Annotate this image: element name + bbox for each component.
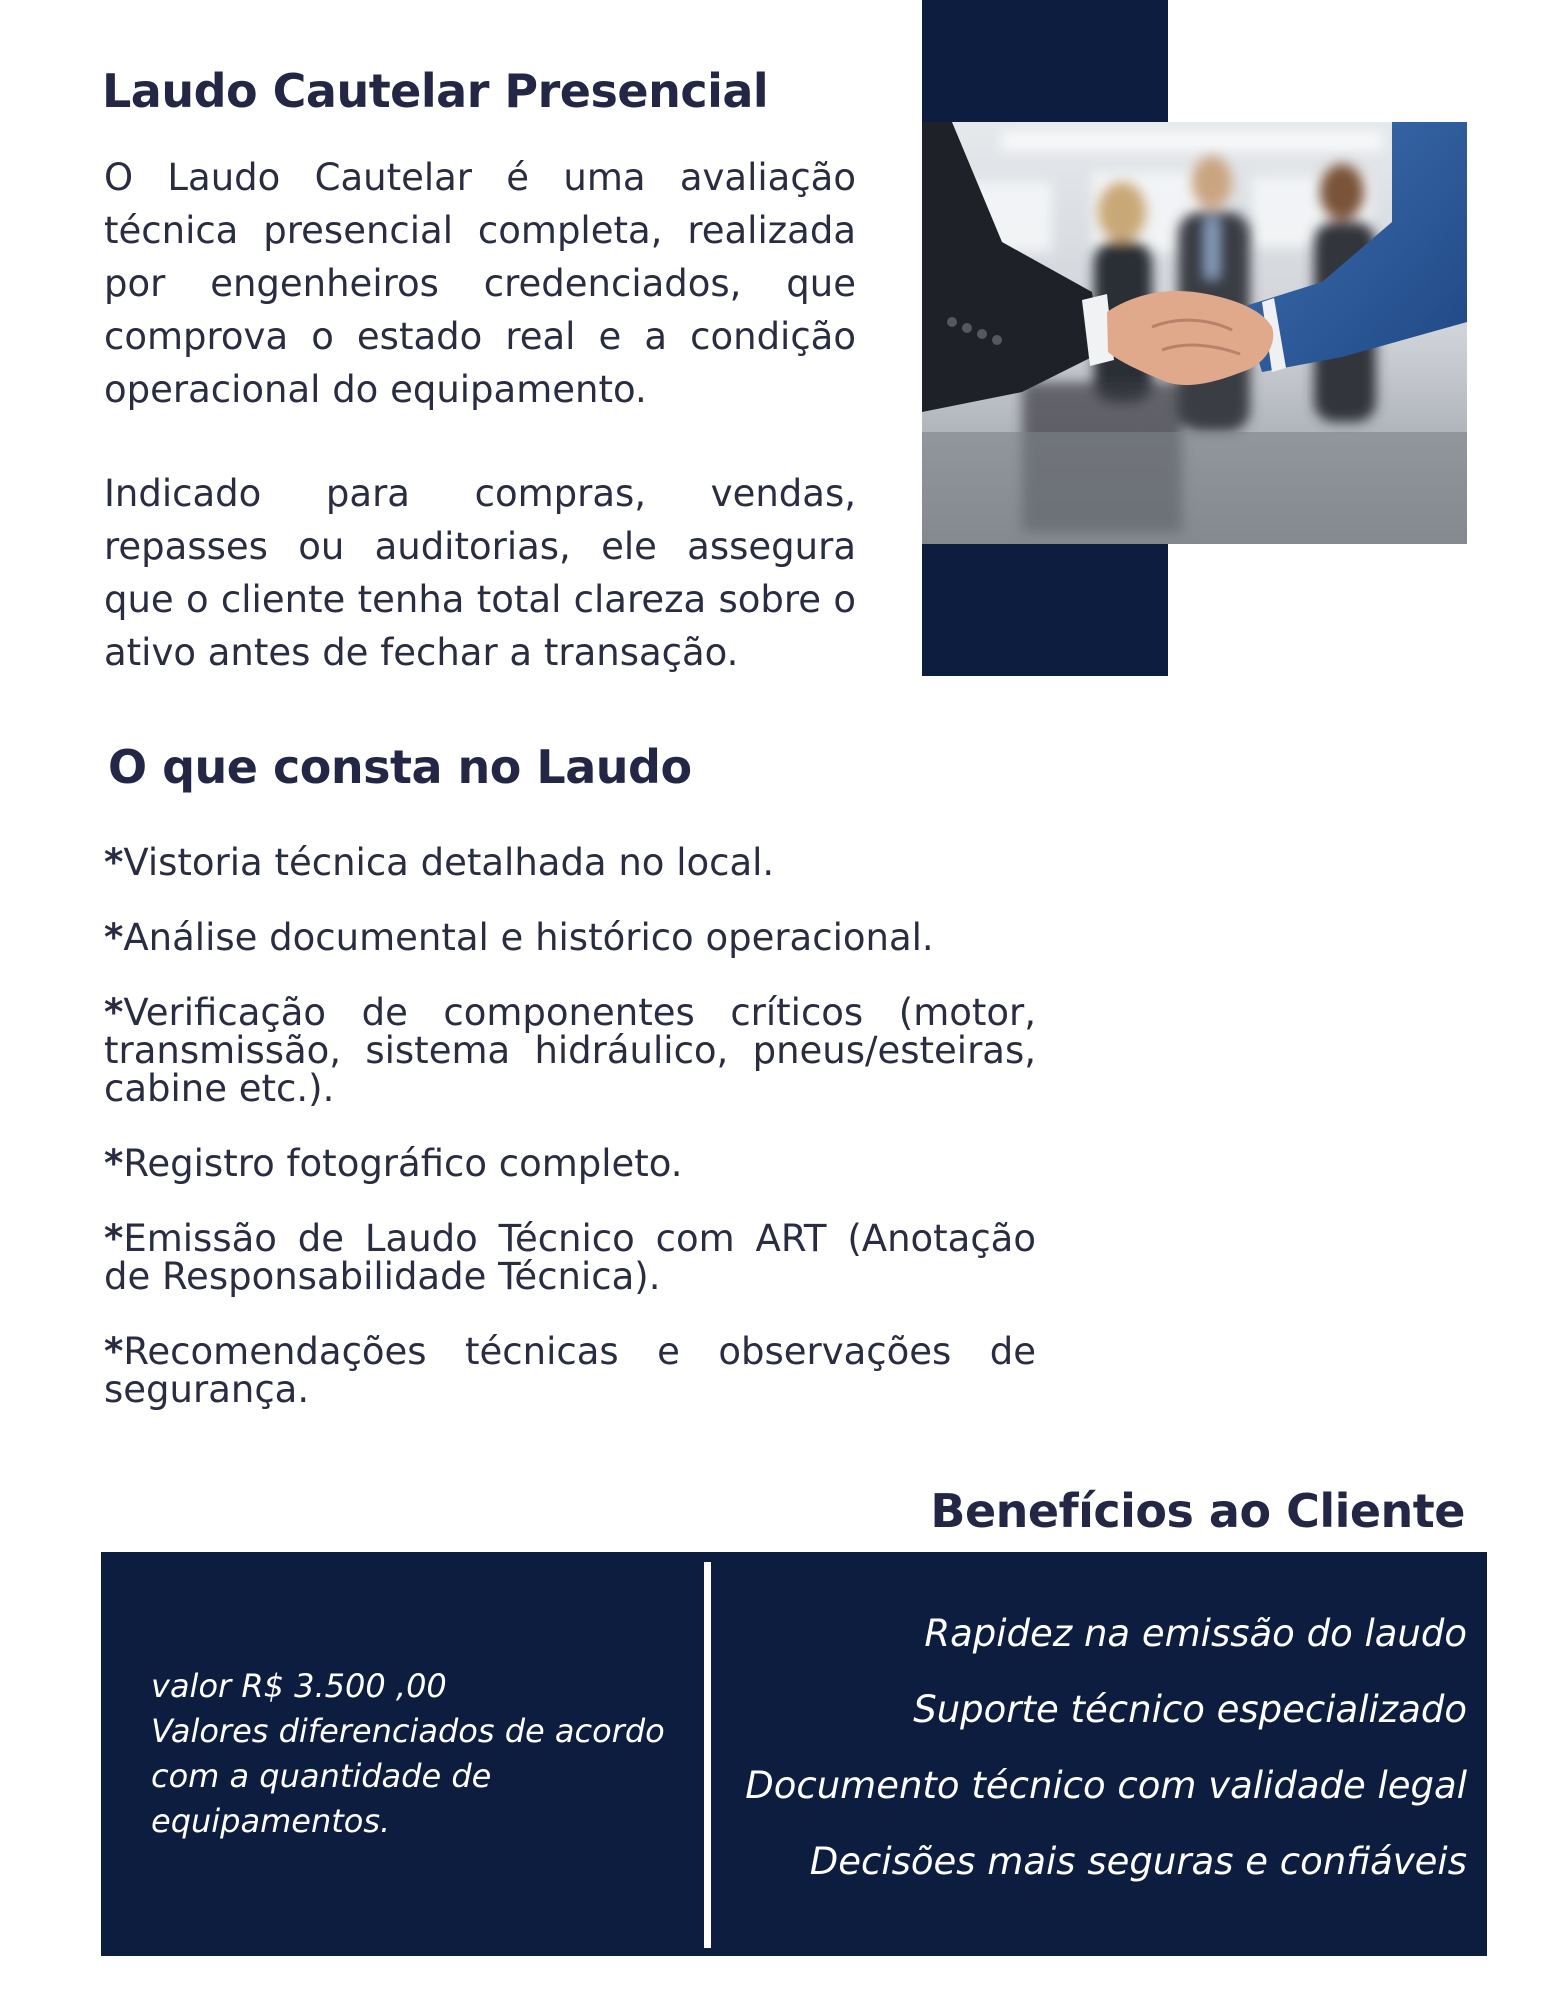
bullet-star: * <box>104 1217 124 1260</box>
list-item-text: Verificação de componentes críticos (motor, transmissão, sistema hidráulico, pneus/esteiras, cabine etc.). <box>104 991 1036 1110</box>
benefits-title: Benefícios ao Cliente <box>930 1484 1465 1538</box>
list-item-text: Emissão de Laudo Técnico com ART (Anotação de Responsabilidade Técnica). <box>104 1217 1036 1298</box>
price-block <box>151 1664 691 1844</box>
intro-paragraph-2: Indicado para compras, vendas, repasses ou auditorias, ele assegura que o cliente tenha total clareza sobre o ativo antes de fechar a transação. <box>104 472 856 674</box>
list-item <box>104 1142 1036 1185</box>
bullet-star: * <box>104 991 124 1034</box>
bullet-star: * <box>104 916 124 959</box>
report-contents-list <box>104 841 1036 1446</box>
list-item <box>104 916 1036 959</box>
list-item-text: Análise documental e histórico operacional. <box>123 916 934 959</box>
list-item-text: Vistoria técnica detalhada no local. <box>123 841 775 884</box>
benefit-item: Decisões mais seguras e confiáveis <box>809 1840 1467 1883</box>
list-item <box>104 841 1036 884</box>
bullet-star: * <box>104 1142 124 1185</box>
list-item <box>104 1330 1036 1411</box>
list-item <box>104 991 1036 1110</box>
benefit-item: Suporte técnico especializado <box>913 1688 1467 1731</box>
list-item-text: Recomendações técnicas e observações de segurança. <box>104 1330 1036 1411</box>
page-title: Laudo Cautelar Presencial <box>102 64 769 118</box>
list-item-text: Registro fotográfico completo. <box>123 1142 683 1185</box>
list-item <box>104 1217 1036 1298</box>
price-note: Valores diferenciados de acordo com a quantidade de equipamentos. <box>151 1712 665 1840</box>
handshake-photo <box>922 122 1467 544</box>
benefit-item: Rapidez na emissão do laudo <box>924 1612 1467 1655</box>
intro-paragraph-1: O Laudo Cautelar é uma avaliação técnica presencial completa, realizada por engenheiros credenciados, que comprova o estado real e a condição operacional do equipamento. <box>104 156 856 411</box>
benefits-list <box>707 1596 1467 1900</box>
report-contents-title: O que consta no Laudo <box>108 740 692 794</box>
bullet-star: * <box>104 1330 124 1373</box>
benefit-item: Documento técnico com validade legal <box>745 1764 1467 1807</box>
bullet-star: * <box>104 841 124 884</box>
benefits-panel <box>101 1552 1487 1956</box>
price-value: valor R$ 3.500 ,00 <box>151 1667 447 1705</box>
